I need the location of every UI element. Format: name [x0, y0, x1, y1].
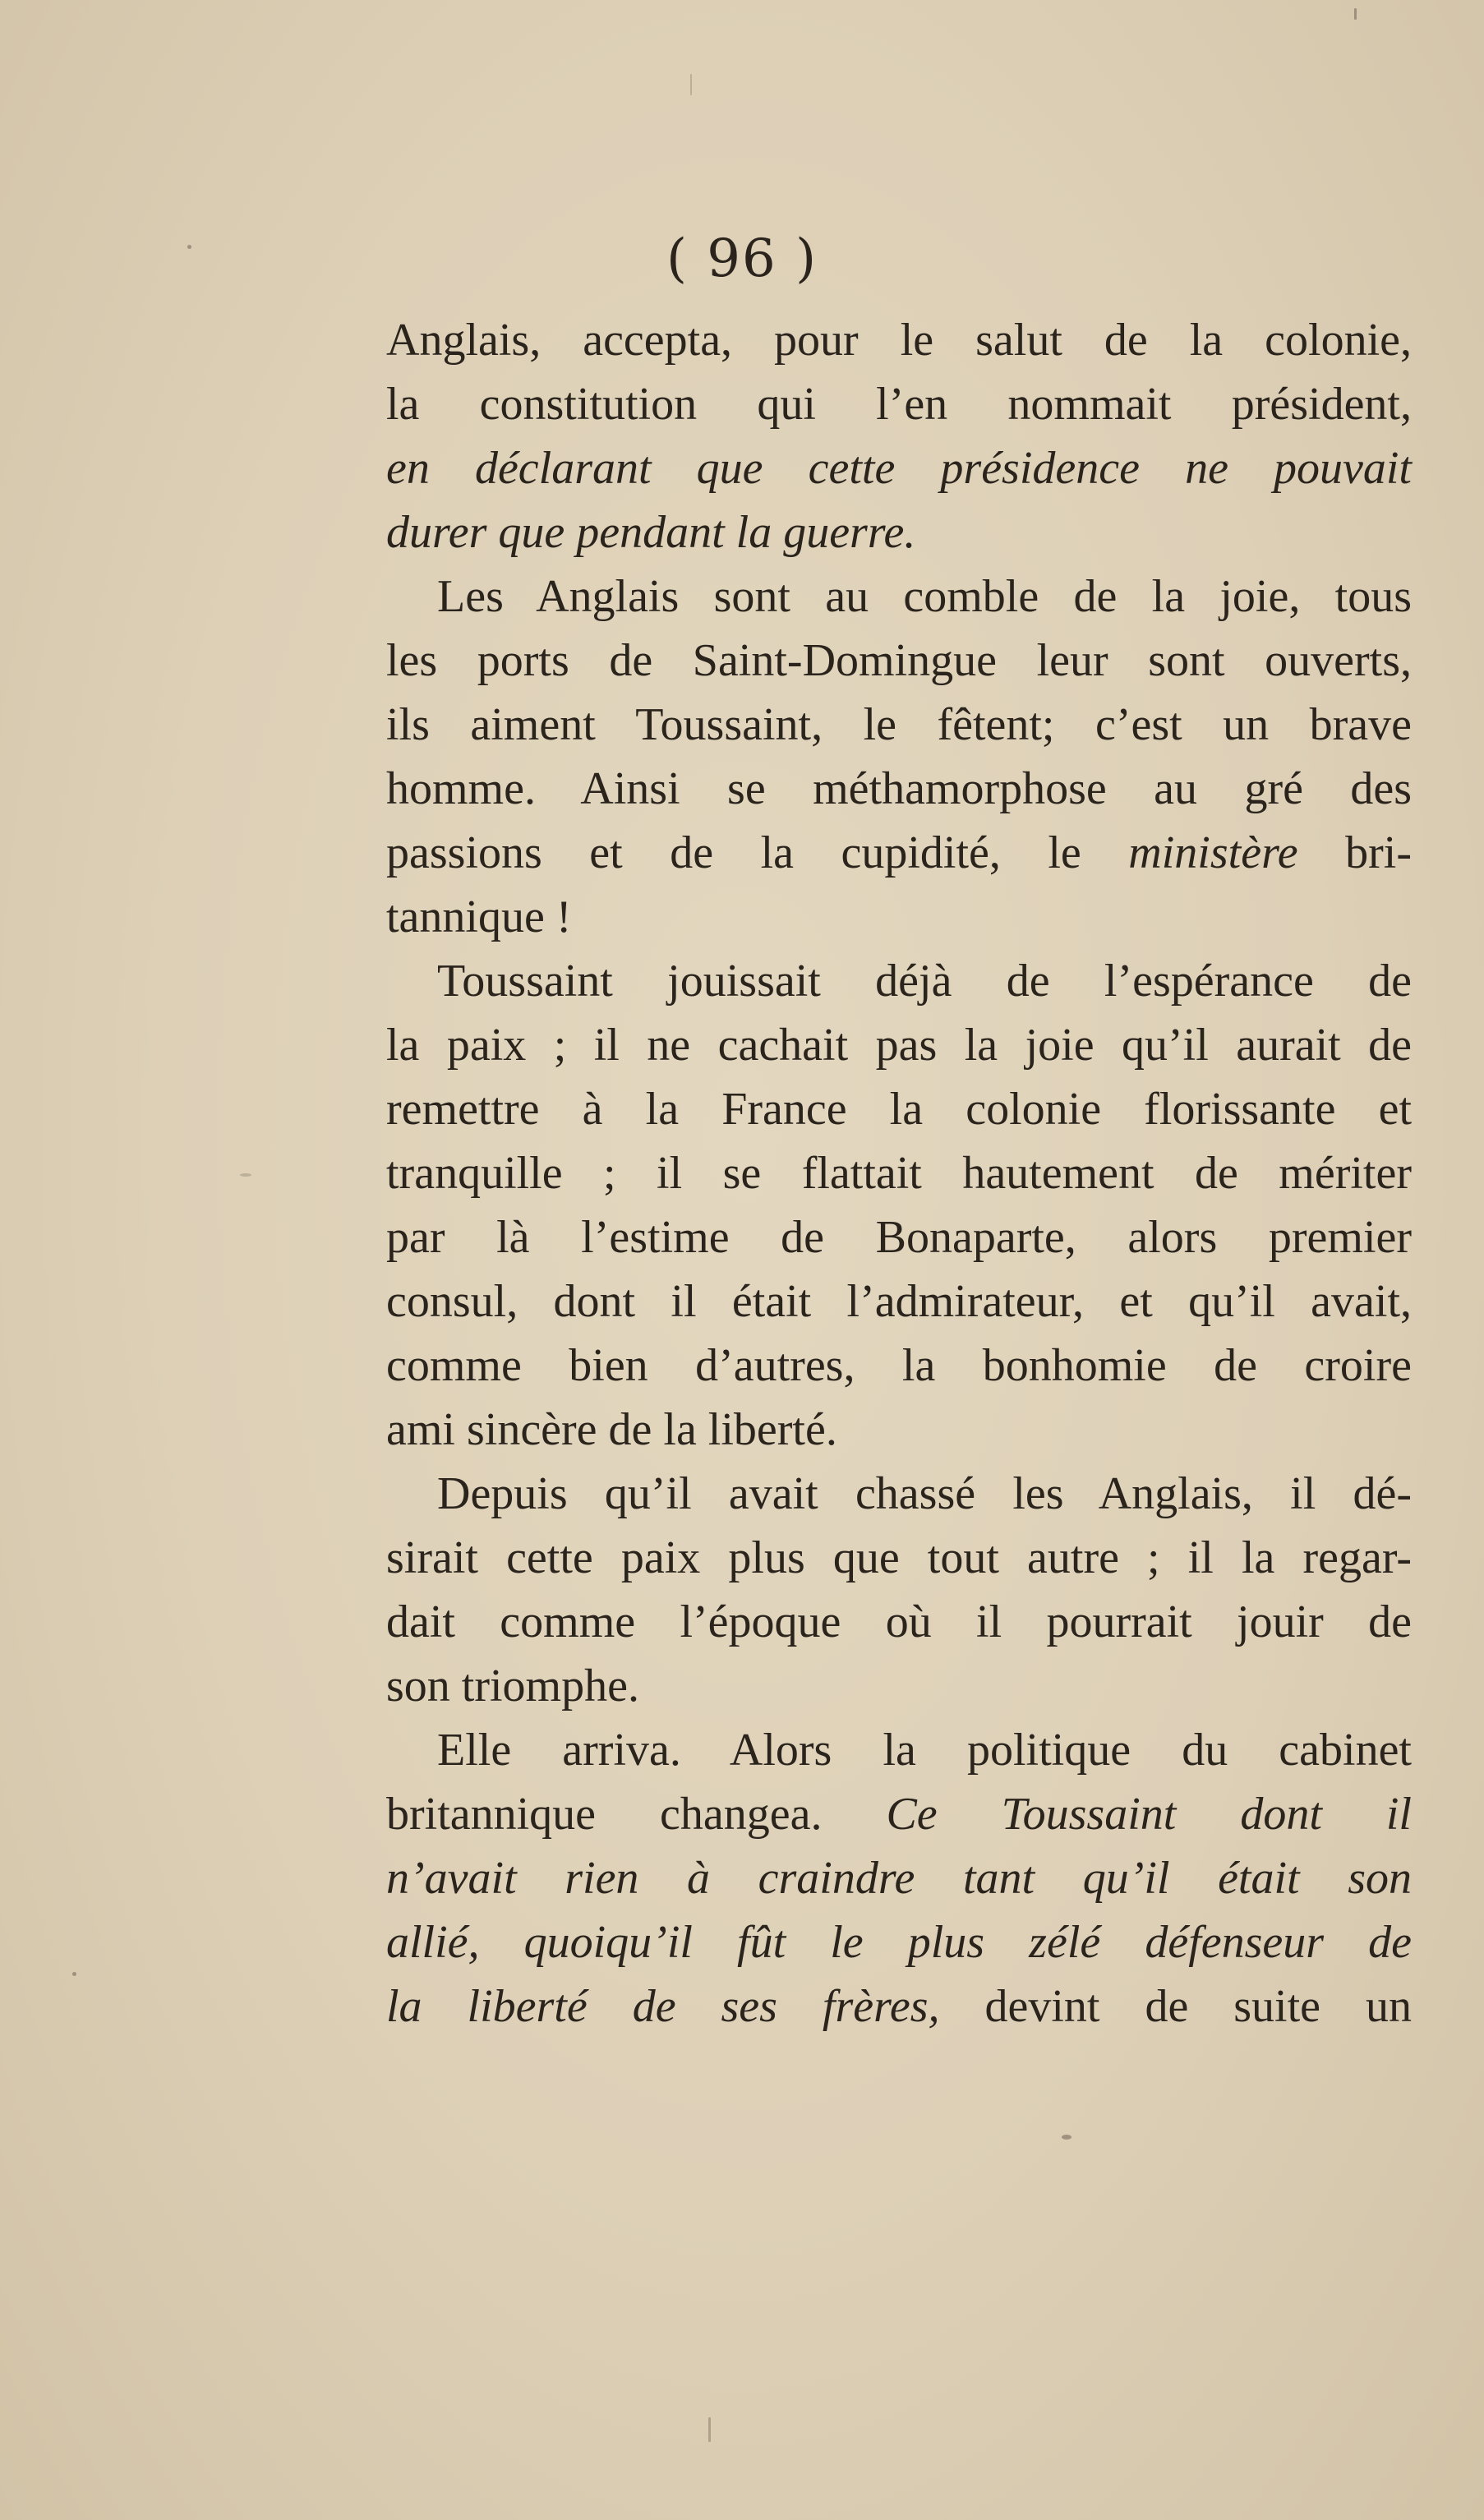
text-line [386, 693, 1412, 757]
text-line [386, 1526, 1412, 1590]
text-segment: homme. Ainsi se méthamorphose au gré des [386, 763, 1412, 814]
page-number: ( 96 ) [666, 228, 818, 289]
text-line [386, 1590, 1412, 1654]
text-segment: ami sincère de la liberté. [386, 1404, 837, 1455]
text-line [386, 1013, 1412, 1077]
text-segment: Anglais, accepta, pour le salut de la colonie, [386, 315, 1412, 366]
text-segment: la constitution qui l’en nommait président, [386, 379, 1412, 430]
text-segment: les ports de Saint-Domingue leur sont ouverts, [386, 635, 1412, 686]
text-line [386, 821, 1412, 885]
text-line [386, 372, 1412, 436]
text-line [386, 1782, 1412, 1846]
text-line [386, 885, 1412, 949]
text-line [386, 1077, 1412, 1141]
text-line [386, 436, 1412, 500]
text-line [386, 1846, 1412, 1910]
text-segment: Elle arriva. Alors la politique du cabinet [437, 1725, 1412, 1776]
italic-text: ministère [1128, 827, 1298, 878]
text-segment: Toussaint jouissait déjà de l’espérance de [437, 956, 1412, 1007]
text-segment: remettre à la France la colonie florissante et [386, 1084, 1412, 1135]
paper-speck [72, 1972, 76, 1976]
text-line [386, 1462, 1412, 1526]
italic-text: la liberté de ses frères, [386, 1981, 940, 2032]
text-segment: par là l’estime de Bonaparte, alors premier [386, 1212, 1412, 1263]
text-line [386, 1269, 1412, 1334]
paper-speck [708, 2417, 711, 2442]
text-segment: Depuis qu’il avait chassé les Anglais, il dé- [437, 1468, 1412, 1519]
text-segment: ils aiment Toussaint, le fêtent; c’est un brave [386, 699, 1412, 750]
text-line [386, 500, 1412, 564]
text-line [386, 1718, 1412, 1782]
text-line [386, 1654, 1412, 1718]
italic-text: durer que pendant la guerre. [386, 507, 916, 558]
text-segment: dait comme l’époque où il pourrait jouir de [386, 1596, 1412, 1647]
text-line [386, 564, 1412, 629]
text-segment: son triomphe. [386, 1661, 639, 1711]
text-segment: consul, dont il était l’admirateur, et qu’il avait, [386, 1276, 1412, 1327]
text-line [386, 949, 1412, 1013]
text-segment: tranquille ; il se flattait hautement de mériter [386, 1148, 1412, 1199]
text-segment: la paix ; il ne cachait pas la joie qu’il aurait de [386, 1020, 1412, 1071]
text-line [386, 1205, 1412, 1269]
text-line [386, 757, 1412, 821]
italic-text: Ce Toussaint dont il [886, 1789, 1412, 1840]
paper-speck [1354, 8, 1357, 20]
text-segment: Les Anglais sont au comble de la joie, tous [437, 571, 1412, 622]
text-segment: tannique ! [386, 891, 572, 942]
text-line [386, 1334, 1412, 1398]
text-line [386, 1910, 1412, 1974]
text-segment: bri- [1297, 827, 1412, 878]
text-segment: comme bien d’autres, la bonhomie de croire [386, 1340, 1412, 1391]
text-line [386, 629, 1412, 693]
body-text [386, 308, 1412, 2039]
paper-speck [690, 74, 692, 95]
text-line [386, 308, 1412, 372]
paper-speck [240, 1173, 251, 1177]
text-segment: britannique changea. [386, 1789, 887, 1840]
text-line [386, 1974, 1412, 2039]
text-segment: sirait cette paix plus que tout autre ; il la regar- [386, 1532, 1412, 1583]
paper-speck [1062, 2135, 1072, 2140]
text-line [386, 1398, 1412, 1462]
text-segment: devint de suite un [939, 1981, 1413, 2032]
text-line [386, 1141, 1412, 1205]
italic-text: en déclarant que cette présidence ne pouvait [386, 443, 1412, 494]
italic-text: allié, quoiqu’il fût le plus zélé défenseur de [386, 1917, 1412, 1968]
text-segment: passions et de la cupidité, le [386, 827, 1129, 878]
italic-text: n’avait rien à craindre tant qu’il était son [386, 1853, 1412, 1904]
